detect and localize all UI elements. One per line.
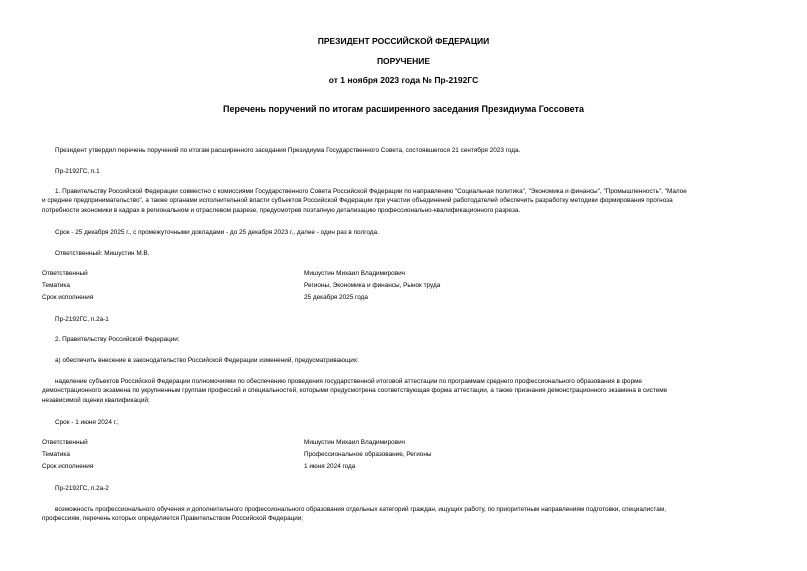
item1-line-2: и среднее предпринимательство", а также органами исполнительной власти субъектов Российской Федерации при участии объединений работодателей обеспечить разработку методики формирования прогноза (42, 197, 673, 205)
item1-paragraph (42, 187, 768, 215)
item1-deadline: Срок - 25 декабря 2025 г., с промежуточными докладами - до 25 декабря 2023 г., далее - один раз в полгода. (55, 229, 379, 236)
item2a1-meta-due-label: Срок исполнения (42, 463, 94, 470)
item2a1-meta-responsible-value: Мишустин Михаил Владимирович (304, 439, 405, 446)
item1-meta-due-label: Срок исполнения (42, 294, 94, 301)
item2-heading: 2. Правительству Российской Федерации: (55, 336, 180, 343)
document-date-number: от 1 ноября 2023 года № Пр-2192ГС (328, 75, 479, 85)
item2a1-meta-topic-label: Тематика (42, 451, 70, 458)
item2a1-line-3: независимой оценки квалификаций; (42, 396, 150, 404)
item1-line-1: 1. Правительству Российской Федерации совместно с комиссиями Государственного Совета Российской Федерации по направлению "Социальная политика", "Экономика и финансы", "Промышленность", "Малое (55, 188, 687, 195)
item2a1-reference: Пр-2192ГС, п.2а-1 (55, 316, 109, 323)
item2a2-paragraph (42, 505, 768, 524)
issuer-heading: ПРЕЗИДЕНТ РОССИЙСКОЙ ФЕДЕРАЦИИ (317, 36, 490, 46)
item1-meta-topic-value: Регионы, Экономика и финансы, Рынок труда (304, 282, 441, 289)
intro-paragraph: Президент утвердил перечень поручений по итогам расширенного заседания Президиума Государственного Совета, состоявшегося 21 сентября 2023 года. (55, 147, 521, 154)
item1-responsible: Ответственный: Мишустин М.В. (55, 250, 150, 257)
item2a1-line-1: наделение субъектов Российской Федерации полномочиями по обеспечению проведения государственной итоговой аттестации по программам среднего профессионального образования в форме (55, 378, 642, 385)
item1-meta-due-value: 25 декабря 2025 года (304, 294, 368, 301)
item2a1-paragraph (42, 377, 768, 405)
item2a1-meta-topic-value: Профессиональное образование, Регионы (304, 451, 432, 458)
item2a1-meta-due-value: 1 июня 2024 года (304, 463, 356, 470)
item1-meta-responsible-label: Ответственный (42, 270, 88, 277)
item2a1-deadline: Срок - 1 июня 2024 г.; (55, 419, 119, 426)
item2a-subheading: а) обеспечить внесение в законодательство Российской Федерации изменений, предусматривающих: (55, 357, 359, 364)
item2a2-line-2: профессиям, перечень которых определяется Правительством Российской Федерации; (42, 515, 304, 523)
item1-meta-responsible-value: Мишустин Михаил Владимирович (304, 270, 405, 277)
item1-line-3: потребности экономики в кадрах в региональном и отраслевом разрезе, предусмотрев поэтапную детализацию профессионально-квалификационного разреза. (42, 206, 521, 214)
item1-meta-topic-label: Тематика (42, 282, 70, 289)
item1-reference: Пр-2192ГС, п.1 (55, 168, 100, 175)
item2a1-line-2: демонстрационного экзамена по укрупненным группам профессий и специальностей, которыми предусмотрена соответствующая форма аттестации, а также признания демонстрационного экзамена в системе (42, 387, 668, 395)
document-type-heading: ПОРУЧЕНИЕ (376, 56, 431, 66)
item2a2-line-1: возможность профессионального обучения и дополнительного профессионального образования отдельных категорий граждан, ищущих работу, по приоритетным направлениям подготовки, специалистам, (55, 506, 666, 513)
document-title: Перечень поручений по итогам расширенного заседания Президиума Госсовета (223, 104, 584, 114)
item2a1-meta-responsible-label: Ответственный (42, 439, 88, 446)
item2a2-reference: Пр-2192ГС, п.2а-2 (55, 485, 109, 492)
